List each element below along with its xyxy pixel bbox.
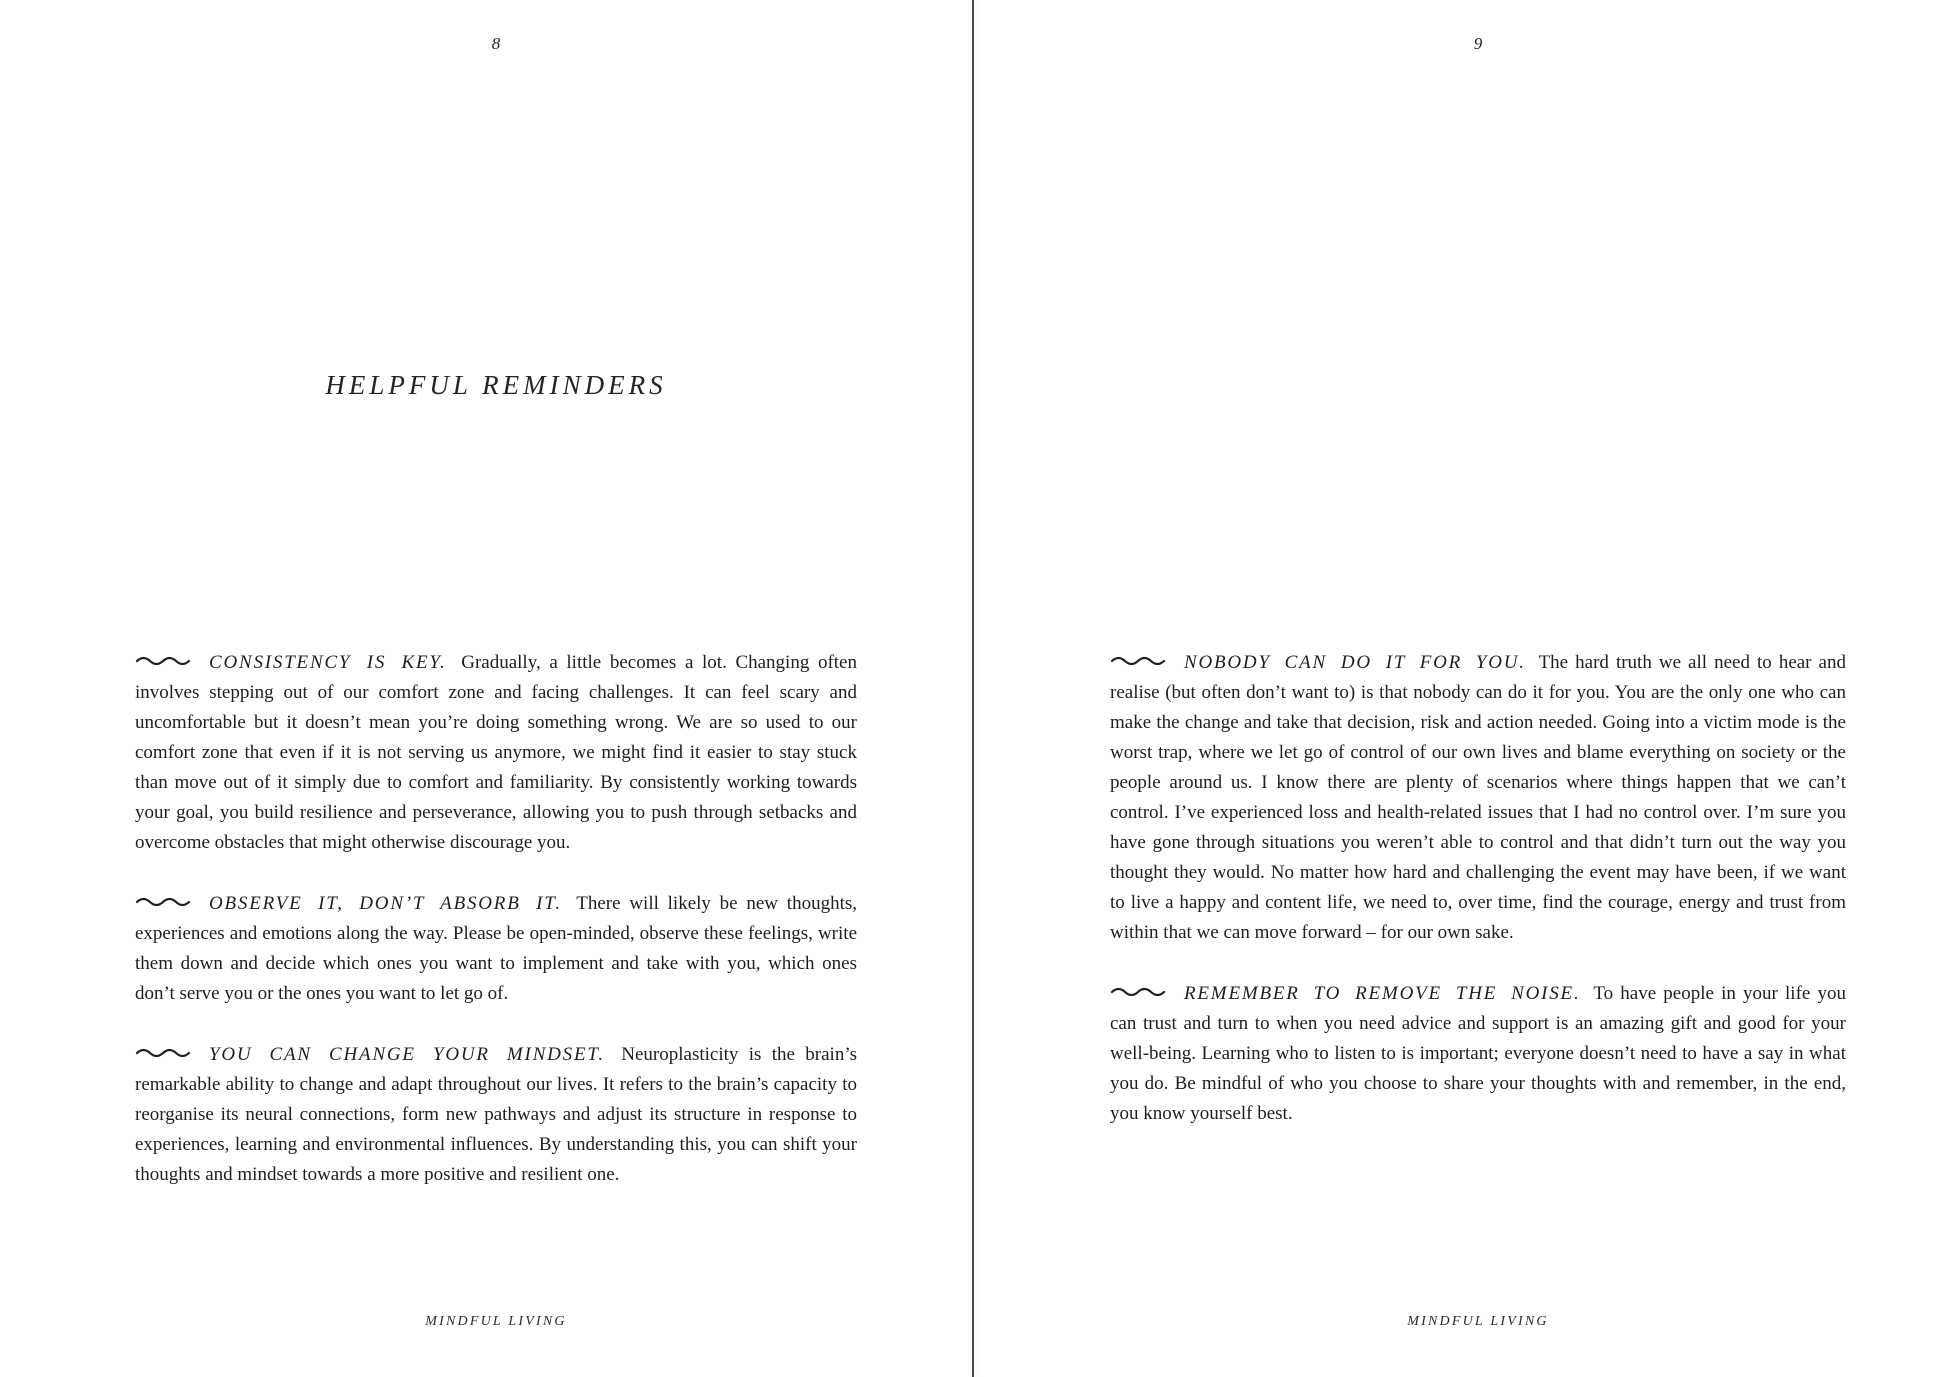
squiggle-icon [135,895,193,907]
squiggle-icon [135,654,193,666]
paragraph-body: Gradually, a little becomes a lot. Changing often involves stepping out of our comfort zone and facing challenges. It can feel scary and uncomfortable but it doesn’t mean you’re doing something wrong. We are so used to our comfort zone that even if it is not serving us anymore, we might find it easier to stay stuck than move out of it simply due to comfort and familiarity. By consistently working towards your goal, you build resilience and perseverance, allowing you to push through setbacks and overcome obstacles that might otherwise discourage you. [135,652,857,853]
paragraph-heading: YOU CAN CHANGE YOUR MINDSET. [209,1044,605,1065]
running-footer: MINDFUL LIVING [1407,1314,1549,1329]
paragraph-heading: REMEMBER TO REMOVE THE NOISE. [1184,983,1581,1004]
paragraph-body: The hard truth we all need to hear and realise (but often don’t want to) is that nobody can do it for you. You are the only one who can make the change and take that decision, risk and action needed. Going into a victim mode is the worst trap, where we let go of control of our own lives and blame everything on society or the people around us. I know there are plenty of scenarios where things happen that we can’t control. I’ve experienced loss and health-related issues that I had no control over. I’m sure you have gone through situations you weren’t able to control and that didn’t turn out the way you thought they would. No matter how hard and challenging the event may have been, if we want to live a happy and content life, we need to, over time, find the courage, energy and trust from within that we can move forward – for our own sake. [1110,652,1846,943]
running-footer: MINDFUL LIVING [425,1314,567,1329]
paragraph [135,1040,857,1190]
squiggle-icon [1110,654,1168,666]
paragraph [135,889,857,1009]
paragraph [1110,648,1846,948]
squiggle-icon [1110,985,1168,997]
paragraph [1110,979,1846,1129]
paragraph [135,648,857,858]
paragraph-heading: CONSISTENCY IS KEY. [209,652,447,673]
page-number: 8 [491,34,501,53]
left-page [135,0,857,1377]
paragraph-body: There will likely be new thoughts, experiences and emotions along the way. Please be open-minded, observe these feelings, write them down and decide which ones you want to implement and take with you, which ones don’t serve you or the ones you want to let go of. [135,893,857,1004]
left-page-body [135,648,857,1190]
paragraph-heading: NOBODY CAN DO IT FOR YOU. [1184,652,1526,673]
paragraph-heading: OBSERVE IT, DON’T ABSORB IT. [209,893,562,914]
page-number: 9 [1473,34,1483,53]
squiggle-icon [135,1046,193,1058]
paragraph-body: Neuroplasticity is the brain’s remarkable ability to change and adapt throughout our lives. It refers to the brain’s capacity to reorganise its neural connections, form new pathways and adjust its structure in response to experiences, learning and environmental influences. By understanding this, you can shift your thoughts and mindset towards a more positive and resilient one. [135,1044,858,1185]
chapter-title: HELPFUL REMINDERS [325,370,667,400]
right-page [1110,0,1846,1377]
page-fold-divider [972,0,974,1377]
paragraph-body: To have people in your life you can trust and turn to when you need advice and support is an amazing gift and good for your well-being. Learning who to listen to is important; everyone doesn’t need to have a say in what you do. Be mindful of who you choose to share your thoughts with and remember, in the end, you know yourself best. [1110,983,1846,1124]
right-page-body [1110,648,1846,1129]
